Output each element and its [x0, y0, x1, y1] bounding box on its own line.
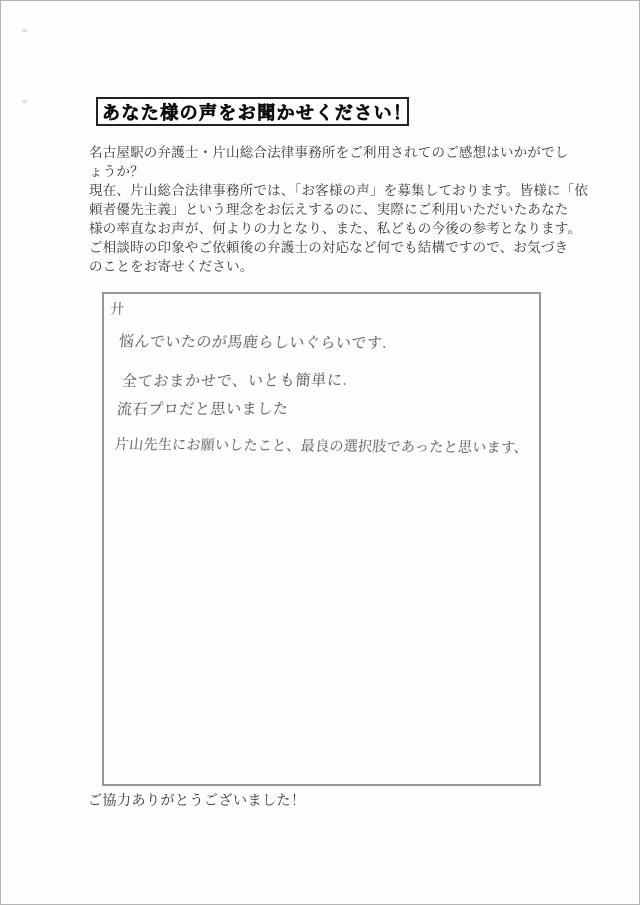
- handwritten-line: 流石プロだと思いました: [116, 400, 290, 419]
- intro-line: 頼者優先主義」という理念をお伝えするのに、実際にご利用いただいたあなた: [89, 202, 569, 217]
- handwritten-line: 全ておまかせで、いとも簡単に.: [121, 371, 349, 391]
- intro-line: ご相談時の印象やご依頼後の弁護士の対応など何でも結構ですので、お気づき: [89, 240, 569, 255]
- feedback-title: あなた様の声をお聞かせください！: [102, 102, 413, 123]
- handwritten-line: 悩んでいたのが馬鹿らしいぐらいです.: [118, 333, 388, 352]
- thanks-message: ご協力ありがとうございました！: [88, 792, 306, 808]
- intro-line: 現在、片山総合法律事務所では、「お客様の声」を募集しております。皆様に「依: [89, 183, 589, 198]
- intro-paragraph: [89, 143, 589, 276]
- intro-line: 様の率直なお声が、何よりの力となり、また、私どもの今後の参考となります。: [89, 221, 582, 236]
- handwritten-mark: 廾: [109, 300, 125, 318]
- handwritten-line: 片山先生にお願いしたこと、最良の選択肢であったと思います、: [114, 436, 530, 456]
- intro-line: ょうか？: [89, 164, 144, 179]
- intro-line: のことをお寄せください。: [89, 259, 254, 274]
- feedback-title-box: [96, 97, 413, 126]
- scan-artifact: [22, 100, 27, 103]
- handwritten-comment-box: [102, 292, 541, 786]
- scan-artifact: [22, 29, 27, 32]
- intro-line: 名古屋駅の弁護士・片山総合法律事務所をご利用されてのご感想はいかがでし: [89, 145, 569, 160]
